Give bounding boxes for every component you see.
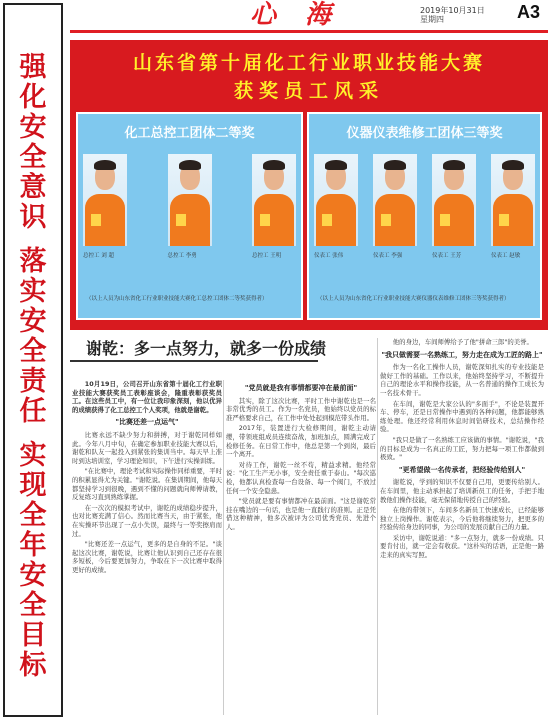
paragraph: 在车间，谢乾是大家公认的"多面手"，不论是装置开车、停车，还是日常操作中遇到的各种问题，他都能够熟练处理。他还经常利用休息时间钻研技术，总结操作经验。 [380,399,544,434]
paragraph: "在比赛中，理论考试和实际操作同样重要，平时的积累显得尤为关键。"谢乾说。在集训期间，他每天都坚持学习到很晚，遇到不懂的问题就向师傅请教，反复练习直到熟练掌握。 [72,467,222,502]
panel-subtitle: 获奖员工风采 [233,80,384,102]
slogan-char: 实 [19,276,47,307]
page-number: A3 [516,2,540,22]
paragraph: 谢乾说，学到的知识不仅要自己用，更要传给别人。在车间里，他主动承担起了培训新员工的任务，手把手地教他们操作技能，毫无保留地传授自己的经验。 [380,478,544,504]
slogan-char: 目 [19,620,47,651]
panel-title: 山东省第十届化工行业职业技能大赛 [132,52,485,74]
section-heading: "党员就是我有事情都要冲在最前面" [244,384,358,392]
paragraph: 他的身边，车间师傅给予了他"拼命三郎"的美誉。 [392,338,533,346]
winner-caption: 仪表工 王芳 [432,253,462,259]
winner-caption: 总控工 刘 超 [83,253,114,259]
slogan-char: 全 [19,500,47,531]
photo-captions [314,252,535,260]
paragraph: 2017年，装置进行大检修期间，谢乾主动请缨，带领班组成员连续奋战，加班加点，圆满完成了检修任务。在日常工作中，他总是第一个到岗，最后一个离开。 [226,424,376,459]
paragraph: 作为一名化工操作人员，谢乾深知扎实的专业技能是做好工作的基础。工作以来，他始终坚持学习，不断提升自己的理论水平和操作技能，从一名普通的操作工成长为一名技术骨干。 [380,363,544,397]
winner-photo [83,154,127,246]
slogan-char: 安 [19,112,47,143]
winner-photo [252,154,296,246]
paragraph: 在一次次的模拟考试中，谢乾的成绩稳步提升，也对比赛充满了信心。然而比赛当天，由于紧张，他在实操环节出现了一点小失误，最终与一等奖擦肩而过。 [72,503,222,538]
slogan-char: 现 [19,470,47,501]
winner-photo [432,154,476,246]
winner-photo [168,154,212,246]
winner-caption: 总控工 李勇 [167,253,197,259]
winner-caption: 仪表工 李强 [373,253,403,259]
article-column-2 [226,380,376,715]
column-divider [377,338,378,715]
slogan-char: 化 [19,82,47,113]
headline-rule [70,360,318,362]
group-note: （以上人员为山东省化工行业职业技能大赛仪器仪表维修工团体三等奖获得者） [317,296,510,302]
slogan-char: 意 [19,172,47,203]
header-rule [70,30,548,33]
article-column-3 [380,338,544,715]
paragraph: "我只是做了一名熟练工应该做的事情。"谢乾说，"我的目标是成为一名真正的工匠，努力把每一项工作都做到极致。" [380,435,544,462]
slogan-char: 全 [19,142,47,173]
slogan-char: 标 [19,650,47,681]
slogan-char: 强 [19,52,47,83]
paragraph: "比赛还差一点运气，更多的是自身的不足。"谈起这次比赛，谢乾说，比赛让他认识到自己还存在很多短板，今后要更加努力，争取在下一次比赛中取得更好的成绩。 [72,540,222,574]
slogan-char: 实 [19,440,47,471]
masthead: 心 海 [250,0,342,30]
winner-photo [314,154,358,246]
winner-caption: 仪表工 赵敏 [491,253,521,259]
photo-row [314,154,535,246]
paragraph: 对待工作，谢乾一丝不苟，精益求精。他经常说："化工生产无小事，安全责任重于泰山。"每次巡检，他都认真检查每一台设备、每一个阀门，不放过任何一个安全隐患。 [226,460,376,495]
slogan-char: 识 [19,202,47,233]
group-title: 化工总控工团体二等奖 [124,126,255,141]
article-headline: 谢乾：多一点努力，就多一份成绩 [86,339,327,358]
winner-caption: 总控工 王明 [252,253,282,259]
slogan-char: 安 [19,306,47,337]
winner-photo [373,154,417,246]
award-group-chemical [76,112,303,320]
slogan-char: 安 [19,560,47,591]
slogan-char: 年 [19,530,47,561]
column-divider [223,380,224,715]
paragraph: "党员就是要有事情都冲在最前面。"这是谢乾常挂在嘴边的一句话，也是他一直践行的准则。正是凭借这种精神，他多次被评为公司优秀党员、先进个人。 [226,497,376,531]
safety-slogan-column [3,3,63,717]
winner-photo [491,154,535,246]
paragraph: 其实，除了这次比赛，平时工作中谢乾也是一名非常优秀的员工。作为一名党员，他始终以党员的标准严格要求自己，在工作中处处起到模范带头作用。 [226,396,376,422]
issue-date: 2019年10月31日 [420,6,485,15]
slogan-char: 落 [19,246,47,277]
paragraph: 比赛永远不缺少努力和拼搏，对于谢乾同样如此。今年八月中旬，在确定参加职业技能大赛以后，谢乾和队友一起投入到紧张的集训当中。每天早上准时到达培训室，学习理论知识，下午进行实操训练。 [72,430,222,465]
dateline [420,6,485,24]
winner-caption: 仪表工 张伟 [314,253,344,259]
article-column-1 [72,380,222,715]
slogan-char: 全 [19,590,47,621]
photo-captions [83,252,296,260]
slogan-char: 全 [19,336,47,367]
group-note: （以上人员为山东省化工行业职业技能大赛化工总控工团体二等奖获得者） [86,296,268,302]
page-header [70,0,548,30]
issue-weekday: 星期四 [420,15,444,24]
slogan-text [5,53,61,681]
section-heading: "比赛还差一点运气" [115,418,179,427]
section-heading: "我只做需要一名熟练工，努力走在成为工匠的路上" [381,350,543,359]
slogan-char: 责 [19,366,47,397]
section-heading: "更希望做一名传承者，把经验传给别人" [398,465,526,474]
photo-row [83,154,296,246]
group-title: 仪器仪表维修工团体三等奖 [346,126,503,141]
award-group-instrument [307,112,542,320]
article-lead: 10月19日，公司召开山东省第十届化工行业职业技能大赛获奖员工表彰座谈会，隆重表彰获奖员工。在这些员工中，有一位让我印象深刻，他以优异的成绩获得了化工总控工个人奖项，他就是谢乾。 [72,380,222,414]
paragraph: 采访中，谢乾说道："多一点努力，就多一份成绩。只要肯付出，就一定会有收获。"这朴实的话语，正是他一路走来的真实写照。 [380,533,544,560]
slogan-char: 任 [19,396,47,427]
paragraph: 在他的带领下，车间多名新员工快速成长，已经能够独立上岗操作。谢乾表示，今后他将继续努力，把更多的经验传给身边的同事，为公司的发展贡献自己的力量。 [380,506,544,532]
